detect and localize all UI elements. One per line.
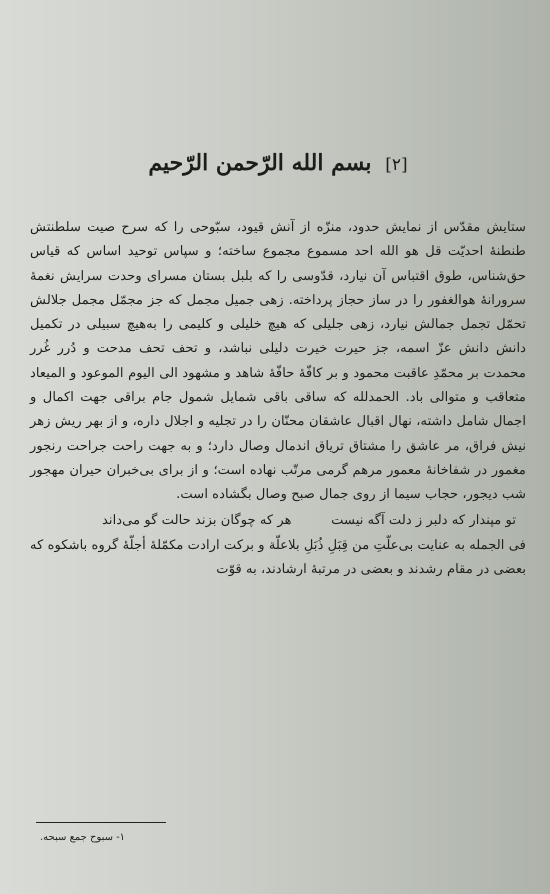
verse-left-hemistich: هر که چوگان بزند حالت گو می‌داند [102, 512, 292, 528]
section-number: [۲] [385, 155, 408, 175]
page-heading [30, 150, 526, 176]
footnote-divider [36, 822, 166, 823]
body-text [30, 216, 526, 508]
closing-paragraph: فی الجمله به عنایت بی‌علّتِ من قِبَلِ ذُبَلِ بلاعلّة و برکت ارادت مکمّلهٔ أجلّهٔ گروه باشکوه که بعضی در مقام رشدند و بعضی در مرتبهٔ ارشادند، به قوّت [30, 537, 526, 577]
closing-text [30, 534, 526, 583]
footnote: ۱- سبوح جمع سبحه. [40, 832, 125, 843]
main-paragraph: ستایش مقدّس از نمایش حدود، منزّه از آنش قیود، سبّوحی را که سرح صیت سلطنتش طنطنهٔ احدیّت قل هو الله احد مسموع مجموع ساخته؛ و سپاس توحید اساس که قیاس حق‌شناس، طوق اقتباس آن نیارد، قدّوسی را که بلبل بستان مسرای وحدت سرایش نغمهٔ سرورانهٔ هوالغفور را در ساز حجاز پرداخته. زهی جمیل مجمل که جز مجمّل مجمل جلالش تحمّل تجمل جمالش نیارد، زهی جلیلی که هیچ خلیلی و کلیمی را به‌هیچ سبیلی در تکمیل دانش دانش عزّ اسمه، جز حیرت خیرت دلیلی نباشد، و تحف تحف مدحت و دُرر غُرر محمدت بر محمّدِ عاقبت محمود و بر کافّهٔ حافّهٔ شاهد و مشهود الی الیوم الموعود و المیعاد متعاقب و متوالی باد. الحمدلله که ساقی باقی شمایل شمول جام براقی جهت اکمال و اجمال شامل داشته، نهال اقبال عاشقان محنّان را در تجلیه و اجلال داره، و از بهر ریش زهر نیش فراق، مر عاشق را مشتاق تریاق اندمال وصال دارد؛ و به جهت راحت جراحت رنجور مغمور در شفاخانهٔ معمور مرهم گرمی مرتّب نهاده است؛ و از برای بی‌خبران حیران مهجور شب دیجور، حجاب سیما از روی جمال صبح وصال بگشاده است. [30, 220, 526, 503]
verse-couplet [30, 508, 526, 534]
verse-right-hemistich: تو مپندار که دلبر ز دلت آگه نیست [331, 512, 516, 528]
basmala-title: بسم الله الرّحمن الرّحیم [148, 150, 372, 176]
